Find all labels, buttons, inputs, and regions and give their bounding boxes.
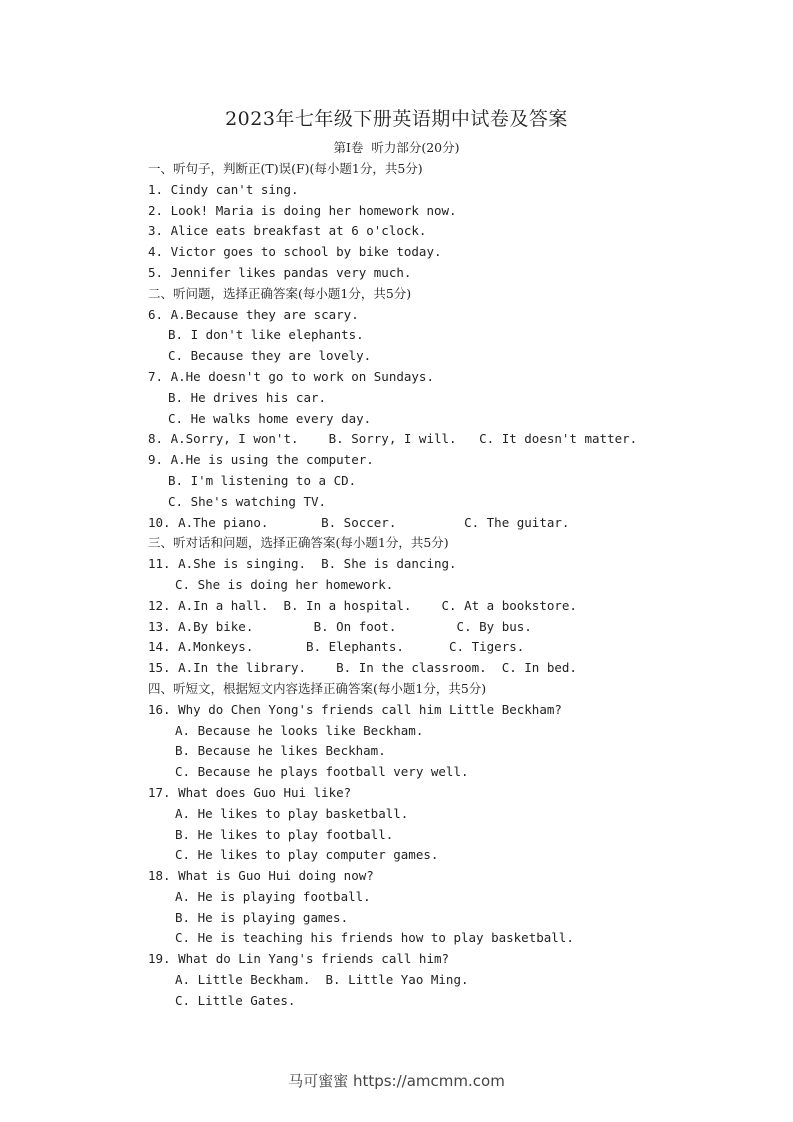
option-line: C. Little Gates. xyxy=(175,992,296,1008)
question-line: 8. A.Sorry, I won't. B. Sorry, I will. C. It doesn't matter. xyxy=(148,431,638,447)
question-line: 6. A.Because they are scary. xyxy=(148,306,359,322)
option-line: A. He is playing football. xyxy=(175,888,371,904)
option-line: B. He likes to play football. xyxy=(175,826,394,842)
question-line: 16. Why do Chen Yong's friends call him Little Beckham? xyxy=(148,701,562,717)
question-line: 5. Jennifer likes pandas very much. xyxy=(148,264,412,280)
question-line: 1. Cindy can't sing. xyxy=(148,181,299,197)
question-line: 17. What does Guo Hui like? xyxy=(148,784,352,800)
option-line: C. He likes to play computer games. xyxy=(175,847,439,863)
option-line: A. Because he looks like Beckham. xyxy=(175,722,424,738)
option-line: C. He walks home every day. xyxy=(168,410,372,426)
option-line: B. Because he likes Beckham. xyxy=(175,743,386,759)
option-line: C. He is teaching his friends how to play basketball. xyxy=(175,930,574,946)
question-line: 19. What do Lin Yang's friends call him? xyxy=(148,951,450,967)
section-heading: 二、听问题，选择正确答案(每小题1分，共5分) xyxy=(148,285,412,301)
option-line: B. I'm listening to a CD. xyxy=(168,472,357,488)
question-line: 15. A.In the library. B. In the classroom. C. In bed. xyxy=(148,660,577,676)
question-line: 14. A.Monkeys. B. Elephants. C. Tigers. xyxy=(148,639,525,655)
question-line: 4. Victor goes to school by bike today. xyxy=(148,244,442,260)
section-heading: 四、听短文，根据短文内容选择正确答案(每小题1分，共5分) xyxy=(148,680,487,696)
section-subtitle: 第Ⅰ卷 听力部分(20分) xyxy=(333,140,460,155)
question-line: 7. A.He doesn't go to work on Sundays. xyxy=(148,368,434,384)
question-line: 13. A.By bike. B. On foot. C. By bus. xyxy=(148,618,532,634)
question-line: 12. A.In a hall. B. In a hospital. C. At a bookstore. xyxy=(148,597,577,613)
option-line: B. I don't like elephants. xyxy=(168,327,364,343)
question-line: 18. What is Guo Hui doing now? xyxy=(148,868,374,884)
question-line: 3. Alice eats breakfast at 6 o'clock. xyxy=(148,223,427,239)
question-line: 2. Look! Maria is doing her homework now. xyxy=(148,202,457,218)
question-list xyxy=(148,159,768,1012)
page-title: 2023年七年级下册英语期中试卷及答案 xyxy=(225,108,568,130)
option-line: C. Because he plays football very well. xyxy=(175,764,469,780)
section-heading: 一、听句子，判断正(T)误(F)(每小题1分，共5分) xyxy=(148,161,423,176)
section-heading: 三、听对话和问题，选择正确答案(每小题1分，共5分) xyxy=(148,535,449,551)
option-line: A. He likes to play basketball. xyxy=(175,805,409,821)
option-line: A. Little Beckham. B. Little Yao Ming. xyxy=(175,972,469,988)
question-line: 9. A.He is using the computer. xyxy=(148,452,374,468)
option-line: B. He is playing games. xyxy=(175,909,349,925)
question-line: 11. A.She is singing. B. She is dancing. xyxy=(148,556,457,572)
option-line: C. She's watching TV. xyxy=(168,493,327,509)
watermark-footer: 马可蜜蜜 https://amcmm.com xyxy=(288,1072,505,1090)
option-line: C. She is doing her homework. xyxy=(175,576,394,592)
option-line: B. He drives his car. xyxy=(168,389,327,405)
question-line: 10. A.The piano. B. Soccer. C. The guitar. xyxy=(148,514,570,530)
option-line: C. Because they are lovely. xyxy=(168,348,372,364)
